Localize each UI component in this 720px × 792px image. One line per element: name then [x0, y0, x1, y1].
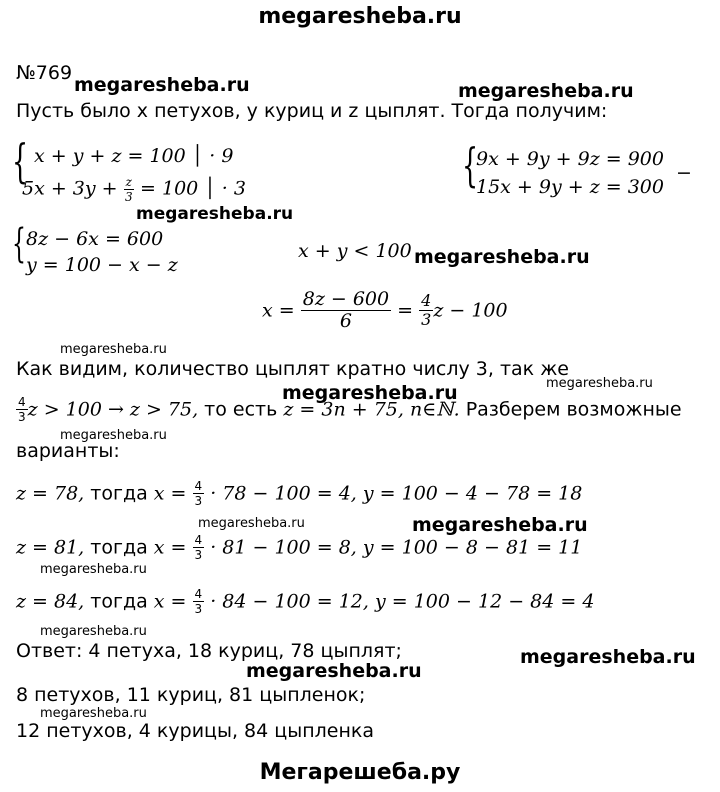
- case-row: [16, 480, 582, 507]
- system2-minus: −: [676, 162, 692, 184]
- watermark: megaresheba.ru: [40, 706, 147, 721]
- watermark: megaresheba.ru: [74, 74, 250, 96]
- case-then: тогда: [84, 590, 154, 613]
- watermark: megaresheba.ru: [546, 376, 653, 391]
- x-expr-eq: =: [397, 299, 414, 322]
- para-line1: Как видим, количество цыплят кратно числу 3, так же: [16, 358, 569, 380]
- watermark: megaresheba.ru: [414, 246, 590, 268]
- intro-text: Пусть было х петухов, у куриц и z цыплят. Тогда получим:: [16, 100, 608, 122]
- watermark: megaresheba.ru: [60, 342, 167, 357]
- watermark: megaresheba.ru: [60, 428, 167, 443]
- case-frac-num: 4: [194, 587, 203, 601]
- x-expr-frac2-num: 4: [421, 291, 432, 310]
- system3-eq1: 8z − 6x = 600: [26, 228, 164, 250]
- watermark: megaresheba.ru: [40, 562, 147, 577]
- case-x-lhs: x =: [153, 590, 187, 613]
- footer-site-title: Мегарешеба.ру: [259, 760, 461, 785]
- para2-math2: z = 3n + 75, n∈ℕ.: [283, 398, 460, 421]
- para2-frac: [16, 396, 28, 423]
- watermark: megaresheba.ru: [198, 516, 305, 531]
- system3-brace: {: [12, 221, 26, 267]
- para2-text2: Разберем возможные: [459, 398, 682, 421]
- watermark: megaresheba.ru: [458, 80, 634, 102]
- case-frac: [193, 588, 205, 615]
- x-expr-frac2-den: 3: [421, 310, 432, 329]
- watermark: megaresheba.ru: [246, 660, 422, 682]
- case-row: [16, 534, 582, 561]
- system1-brace: {: [12, 134, 29, 188]
- watermark: megaresheba.ru: [40, 624, 147, 639]
- problem-number: №769: [16, 62, 73, 84]
- case-frac-den: 3: [194, 494, 203, 508]
- system1-eq1: x + y + z = 100 │ · 9: [34, 145, 234, 167]
- watermark: megaresheba.ru: [282, 382, 458, 404]
- para2-frac-num: 4: [18, 395, 26, 409]
- case-row: [16, 588, 594, 615]
- system3-eq2: y = 100 − x − z: [26, 254, 178, 276]
- case-rest: · 78 − 100 = 4, y = 100 − 4 − 78 = 18: [210, 482, 583, 505]
- system2-eq2: 15x + 9y + z = 300: [476, 176, 664, 198]
- case-frac: [193, 534, 205, 561]
- system1-eq2-frac: [124, 176, 134, 203]
- x-expr-frac2: [419, 293, 433, 328]
- x-expr-frac-num: 8z − 600: [302, 288, 390, 310]
- system2-brace: {: [462, 138, 479, 192]
- answer-line1: Ответ: 4 петуха, 18 куриц, 78 цыплят;: [16, 640, 402, 662]
- case-frac-den: 3: [194, 602, 203, 616]
- para2-math: z > 100 → z > 75,: [27, 398, 199, 421]
- case-then: тогда: [84, 482, 154, 505]
- watermark: megaresheba.ru: [520, 646, 696, 668]
- case-frac-num: 4: [194, 479, 203, 493]
- frac-den: 3: [124, 190, 133, 204]
- header-site-title: megaresheba.ru: [258, 4, 462, 29]
- x-expression: [262, 290, 508, 331]
- x-expr-lhs: x =: [262, 299, 295, 322]
- para-line3: варианты:: [16, 440, 120, 462]
- system1-eq2-right: = 100 │ · 3: [140, 177, 246, 200]
- system1-eq2-left: 5x + 3y +: [22, 177, 118, 200]
- watermark: megaresheba.ru: [136, 204, 294, 224]
- case-x-lhs: x =: [153, 482, 187, 505]
- case-rest: · 84 − 100 = 12, y = 100 − 12 − 84 = 4: [210, 590, 595, 613]
- frac-num: z: [125, 175, 132, 189]
- case-frac-den: 3: [194, 548, 203, 562]
- para2-text1: то есть: [198, 398, 284, 421]
- case-then: тогда: [84, 536, 154, 559]
- x-expr-frac: [301, 290, 391, 331]
- case-z: z = 78,: [16, 482, 85, 505]
- system2-eq1: 9x + 9y + 9z = 900: [476, 148, 664, 170]
- case-x-lhs: x =: [153, 536, 187, 559]
- x-expr-frac-den: 6: [339, 310, 352, 332]
- inequality: x + y < 100: [298, 240, 412, 262]
- answer-line3: 12 петухов, 4 курицы, 84 цыпленка: [16, 720, 375, 742]
- case-frac: [193, 480, 205, 507]
- case-z: z = 81,: [16, 536, 85, 559]
- para2-frac-den: 3: [18, 410, 26, 424]
- watermark: megaresheba.ru: [412, 514, 588, 536]
- case-rest: · 81 − 100 = 8, y = 100 − 8 − 81 = 11: [210, 536, 583, 559]
- system1-eq2: [22, 176, 246, 203]
- answer-line2: 8 петухов, 11 куриц, 81 цыпленок;: [16, 684, 366, 706]
- x-expr-rest: z − 100: [433, 299, 508, 322]
- case-z: z = 84,: [16, 590, 85, 613]
- case-frac-num: 4: [194, 533, 203, 547]
